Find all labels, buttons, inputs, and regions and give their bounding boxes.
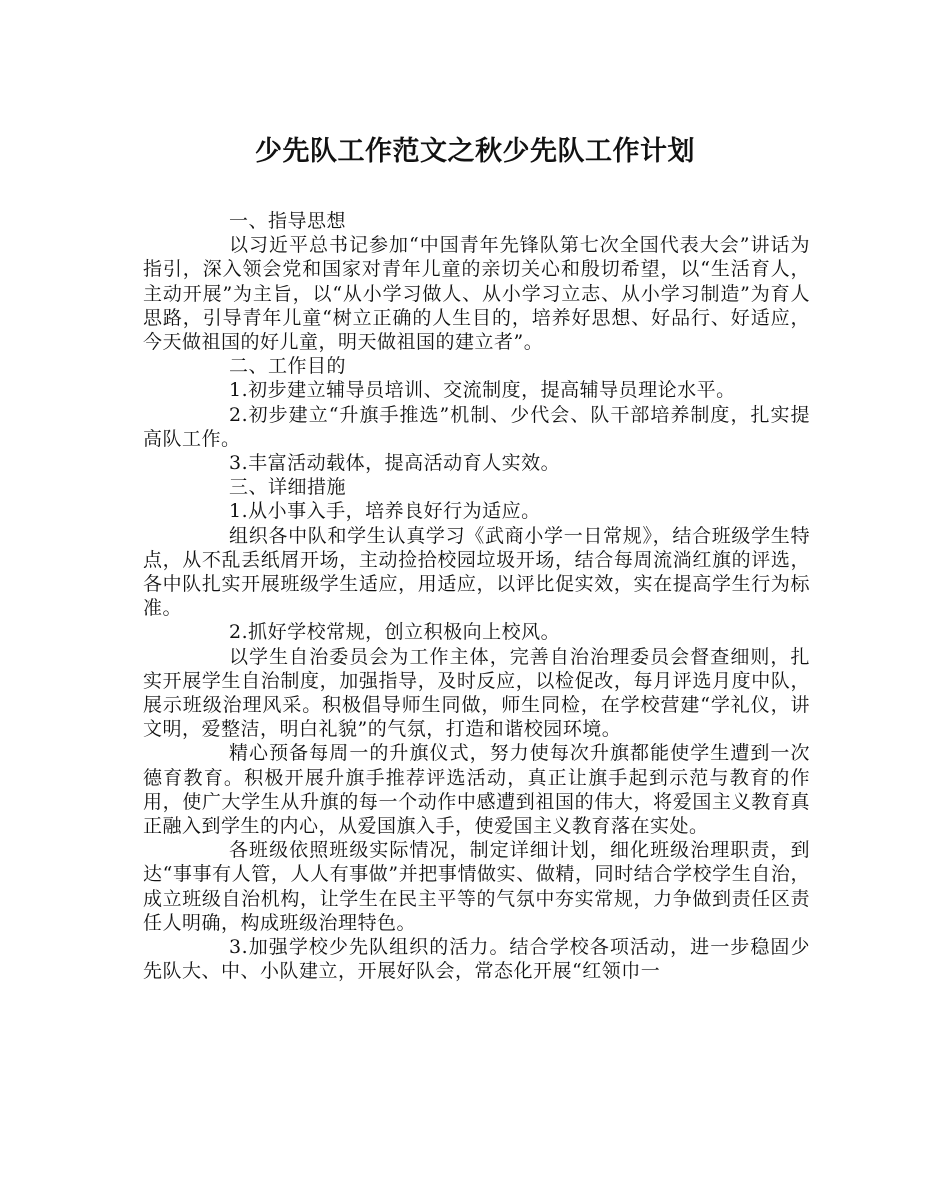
body-paragraph: 以学生自治委员会为工作主体，完善自治治理委员会督查细则，扎实开展学生自治制度，加强指导，及时反应，以检促改，每月评选月度中队，展示班级治理风采。积极倡导师生同做，师生同检，在学校营建“学礼仪，讲文明，爱整洁，明白礼貌”的气氛，打造和谐校园环境。 (143, 645, 810, 741)
list-item: 3.加强学校少先队组织的活力。结合学校各项活动，进一步稳固少先队大、中、小队建立，开展好队会，常态化开展“红领巾一 (143, 936, 810, 983)
section-heading: 一、指导思想 (229, 210, 347, 232)
document-title: 少先队工作范文之秋少先队工作计划 (255, 136, 695, 167)
list-item: 3.丰富活动载体，提高活动育人实效。 (229, 452, 561, 475)
body-paragraph: 组织各中队和学生认真学习《武商小学一日常规》，结合班级学生特点，从不乱丢纸屑开场，主动捡拾校园垃圾开场，结合每周流淌红旗的评选，各中队扎实开展班级学生适应，用适应，以评比促实效，实在提高学生行为标准。 (143, 524, 810, 620)
list-item: 1.初步建立辅导员培训、交流制度，提高辅导员理论水平。 (229, 379, 736, 402)
section-heading: 二、工作目的 (229, 355, 347, 378)
document-body (143, 209, 810, 984)
body-paragraph: 精心预备每周一的升旗仪式，努力使每次升旗都能使学生遭到一次德育教育。积极开展升旗手推荐评选活动，真正让旗手起到示范与教育的作用，使广大学生从升旗的每一个动作中感遭到祖国的伟大，将爱国主义教育真正融入到学生的内心，从爱国旗入手，使爱国主义教育落在实处。 (143, 742, 810, 838)
body-paragraph: 以习近平总书记参加“中国青年先锋队第七次全国代表大会”讲话为指引，深入领会党和国家对青年儿童的亲切关心和殷切希望，以“生活育人，主动开展”为主旨，以“从小学习做人、从小学习立志、从小学习制造”为育人思路，引导青年儿童“树立正确的人生目的，培养好思想、好品行、好适应，今天做祖国的好儿童，明天做祖国的建立者”。 (143, 234, 810, 354)
section-heading: 三、详细措施 (229, 476, 347, 499)
list-item: 2.初步建立“升旗手推选”机制、少代会、队干部培养制度，扎实提高队工作。 (143, 403, 810, 450)
body-paragraph: 各班级依照班级实际情况，制定详细计划，细化班级治理职责，到达“事事有人管，人人有事做”并把事情做实、做精，同时结合学校学生自治，成立班级自治机构，让学生在民主平等的气氛中夯实常规，力争做到责任区责任人明确，构成班级治理特色。 (143, 839, 810, 934)
list-item: 1.从小事入手，培养良好行为适应。 (229, 500, 541, 523)
list-item: 2.抓好学校常规，创立积极向上校风。 (229, 621, 561, 644)
